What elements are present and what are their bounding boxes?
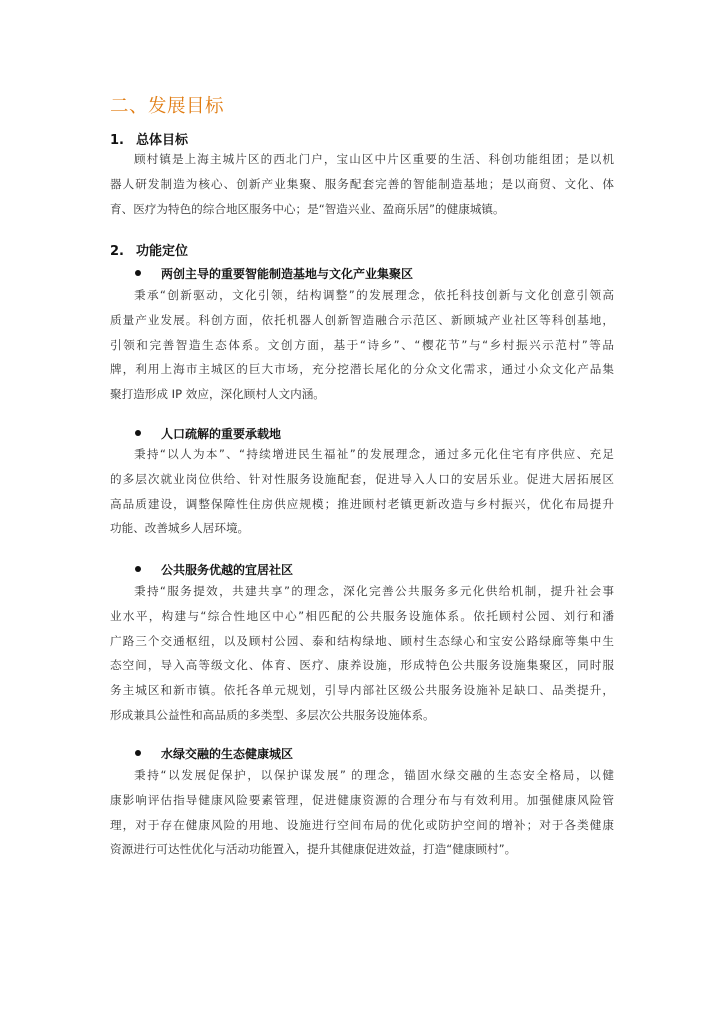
paragraph-line: 康影响评估指导健康风险要素管理，促进健康资源的合理分布与有效利用。加强健康风险管 <box>110 792 614 807</box>
bullet-title: 公共服务优越的宜居社区 <box>161 563 294 577</box>
subsection-heading-overall-goal <box>110 129 188 148</box>
paragraph-line: 理，对于存在健康风险的用地、设施进行空间布局的优化或防护空间的增补；对于各类健康 <box>110 817 614 832</box>
paragraph-line: 态空间，导入高等级文化、体育、医疗、康养设施，形成特色公共服务设施集聚区，同时服 <box>110 658 614 673</box>
paragraph-line: 牌，利用上海市主城区的巨大市场，充分挖潜长尾化的分众文化需求，通过小众文化产品集 <box>110 362 614 377</box>
section-heading: 二、发展目标 <box>110 96 225 117</box>
paragraph-line: 业水平，构建与“综合性地区中心”相匹配的公共服务设施体系。依托顾村公园、刘行和潘 <box>110 608 614 623</box>
paragraph-manufacturing-base <box>110 283 614 407</box>
paragraph-eco-health <box>110 763 614 862</box>
subsection-title: 功能定位 <box>135 244 188 259</box>
paragraph-line: 育、医疗为特色的综合地区服务中心；是“智造兴业、盈商乐居”的健康城镇。 <box>110 201 505 216</box>
bullet-heading-population <box>135 425 281 442</box>
paragraph-overall-goal <box>110 147 614 221</box>
subsection-number: 2. <box>110 244 124 259</box>
bullet-heading-manufacturing-base <box>135 265 413 282</box>
subsection-title: 总体目标 <box>135 133 188 148</box>
paragraph-line: 高品质建设，调整保障性住房供应规模；推进顾村老镇更新改造与乡村振兴，优化布局提升 <box>110 496 614 511</box>
paragraph-line: 引领和完善智造生态体系。文创方面，基于“诗乡”、“樱花节”与“乡村振兴示范村”等品 <box>110 337 614 352</box>
bullet-heading-eco-health <box>135 745 293 762</box>
bullet-title: 人口疏解的重要承载地 <box>161 427 282 441</box>
paragraph-line: 广路三个交通枢纽，以及顾村公园、泰和结构绿地、顾村生态绿心和宝安公路绿廊等集中生 <box>110 633 614 648</box>
bullet-title: 水绿交融的生态健康城区 <box>161 747 294 761</box>
paragraph-line: 秉持“服务提效，共建共享”的理念，深化完善公共服务多元化供给机制，提升社会事 <box>134 584 614 598</box>
paragraph-line: 功能、改善城乡人居环境。 <box>110 521 250 536</box>
bullet-dot-icon <box>135 566 141 572</box>
paragraph-line: 形成兼具公益性和高品质的多类型、多层次公共服务设施体系。 <box>110 707 435 722</box>
bullet-heading-public-service <box>135 561 293 578</box>
paragraph-line: 秉持“以发展促保护，以保护谋发展” 的理念，锚固水绿交融的生态安全格局，以健 <box>134 768 614 782</box>
paragraph-line: 质量产业发展。科创方面，依托机器人创新智造融合示范区、新顾城产业社区等科创基地， <box>110 312 614 327</box>
bullet-dot-icon <box>135 750 141 756</box>
paragraph-line: 器人研发制造为核心、创新产业集聚、服务配套完善的智能制造基地；是以商贸、文化、体 <box>110 176 614 191</box>
paragraph-public-service <box>110 579 614 728</box>
paragraph-population <box>110 442 614 541</box>
subsection-number: 1. <box>110 133 124 148</box>
bullet-dot-icon <box>135 430 141 436</box>
paragraph-line: 顾村镇是上海主城片区的西北门户，宝山区中片区重要的生活、科创功能组团；是以机 <box>134 152 614 166</box>
subsection-heading-function-positioning <box>110 240 188 259</box>
bullet-title: 两创主导的重要智能制造基地与文化产业集聚区 <box>161 267 414 281</box>
paragraph-line: 务主城区和新市镇。依托各单元规划，引导内部社区级公共服务设施补足缺口、品类提升， <box>110 683 614 698</box>
paragraph-line: 资源进行可达性优化与活动功能置入，提升其健康促进效益，打造“健康顾村”。 <box>110 842 517 857</box>
paragraph-line: 聚打造形成 IP 效应，深化顾村人文内涵。 <box>110 387 325 402</box>
paragraph-line: 秉持“以人为本”、“持续增进民生福祉”的发展理念，通过多元化住宅有序供应、充足 <box>134 447 614 461</box>
paragraph-line: 秉承“创新驱动，文化引领，结构调整”的发展理念，依托科技创新与文化创意引领高 <box>134 288 614 302</box>
bullet-dot-icon <box>135 270 141 276</box>
paragraph-line: 的多层次就业岗位供给、针对性服务设施配套，促进导入人口的安居乐业。促进大居拓展区 <box>110 471 614 486</box>
